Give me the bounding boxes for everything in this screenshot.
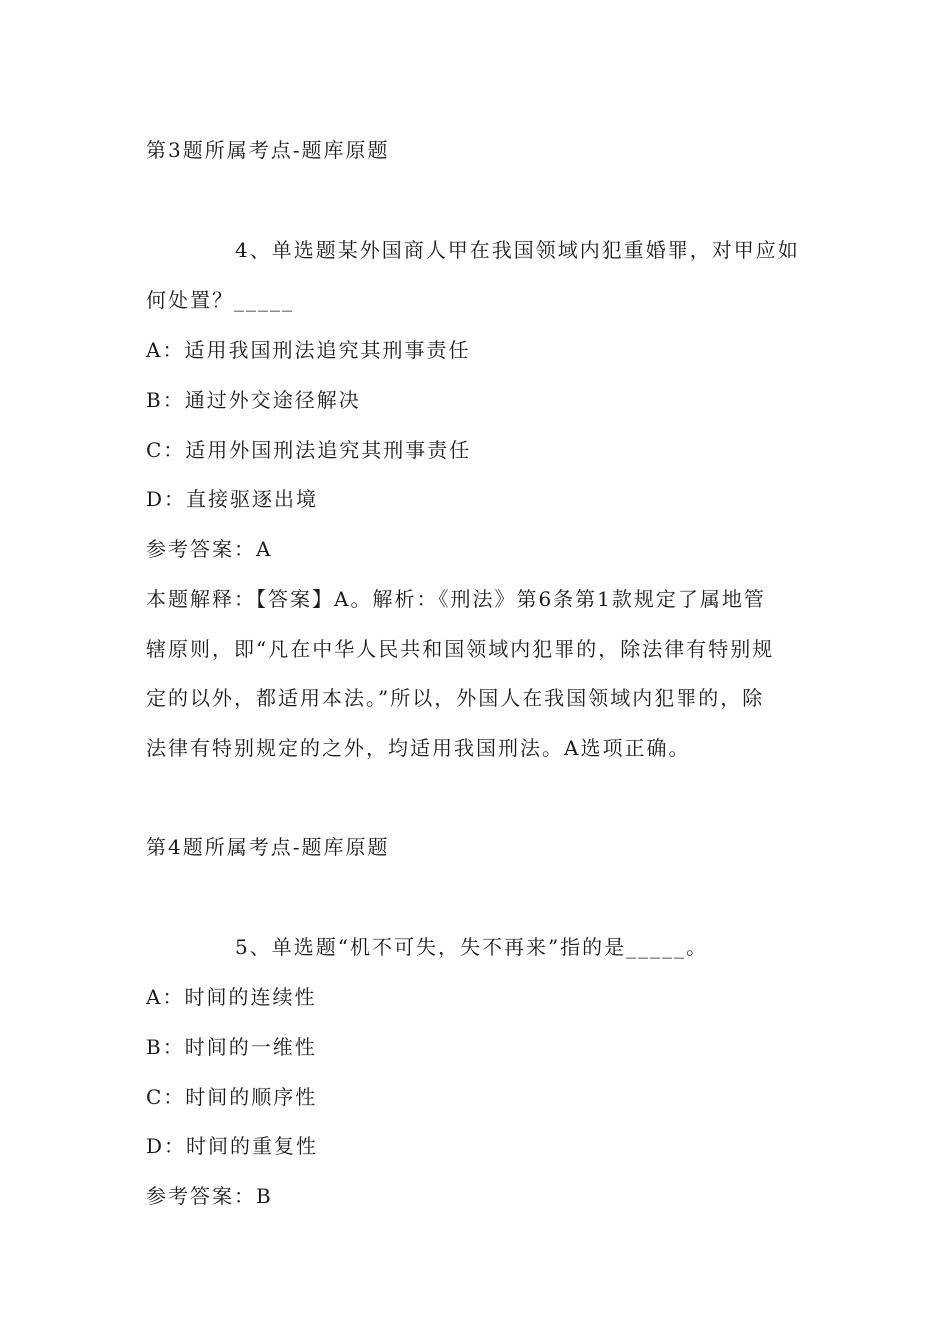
q4-explanation-line1: 本题解释：【答案】A。解析：《刑法》第6条第1款规定了属地管 [146,587,766,611]
q4-explanation-line2: 辖原则，即“凡在中华人民共和国领域内犯罪的，除法律有特别规 [146,637,775,661]
q4-explanation-line3: 定的以外，都适用本法。”所以，外国人在我国领域内犯罪的，除 [146,686,765,710]
q3-topic: 第3题所属考点-题库原题 [146,138,390,162]
q5-answer: 参考答案：B [146,1184,273,1208]
q4-stem-line1: 4、单选题某外国商人甲在我国领域内犯重婚罪，对甲应如 [235,238,800,262]
q4-option-c: C：适用外国刑法追究其刑事责任 [146,438,472,462]
q5-option-d: D：时间的重复性 [146,1134,319,1158]
q5-option-c: C：时间的顺序性 [146,1085,318,1109]
q4-answer: 参考答案：A [146,537,273,561]
q5-option-b: B：时间的一维性 [146,1035,317,1059]
q4-topic: 第4题所属考点-题库原题 [146,835,390,859]
q4-option-a: A：适用我国刑法追究其刑事责任 [146,338,471,362]
q4-option-b: B：通过外交途径解决 [146,388,361,412]
q4-stem-line2: 何处置？_____ [146,288,294,312]
q5-stem: 5、单选题“机不可失，失不再来”指的是_____。 [235,935,709,959]
q4-option-d: D：直接驱逐出境 [146,487,319,511]
q4-explanation-line4: 法律有特别规定的之外，均适用我国刑法。A选项正确。 [146,736,691,760]
q5-option-a: A：时间的连续性 [146,985,317,1009]
